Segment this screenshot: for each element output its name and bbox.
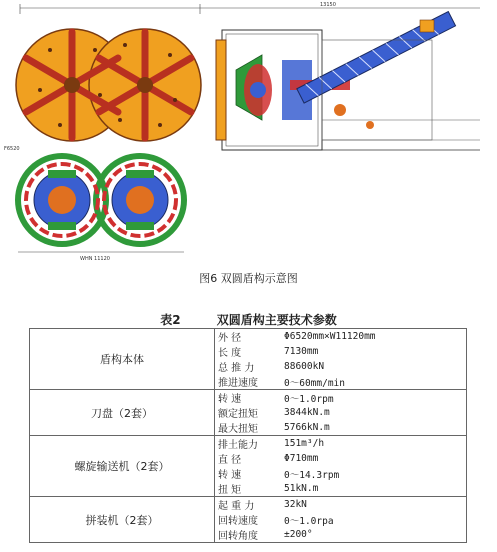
param-value: 7130mm bbox=[281, 344, 467, 359]
param-label: 额定扭矩 bbox=[215, 405, 282, 420]
param-label: 外 径 bbox=[215, 329, 282, 345]
param-value: 88600kN bbox=[281, 359, 467, 374]
group-cell: 盾构本体 bbox=[30, 329, 215, 390]
param-value: Φ710mm bbox=[281, 451, 467, 466]
param-value: 0～1.0rpa bbox=[281, 512, 467, 527]
group-cell: 拼装机（2套） bbox=[30, 497, 215, 543]
param-label: 转 速 bbox=[215, 466, 282, 481]
param-label: 总 推 力 bbox=[215, 359, 282, 374]
param-value: 3844kN.m bbox=[281, 405, 467, 420]
param-value: 151m³/h bbox=[281, 436, 467, 452]
rear-view bbox=[4, 146, 184, 262]
param-value: 5766kN.m bbox=[281, 420, 467, 436]
group-cell: 螺旋输送机（2套） bbox=[30, 436, 215, 497]
table-row bbox=[30, 390, 467, 406]
param-value: 0～1.0rpm bbox=[281, 390, 467, 406]
param-value: 0～14.3rpm bbox=[281, 466, 467, 481]
group-cell: 刀盘（2套） bbox=[30, 390, 215, 436]
table-row bbox=[30, 436, 467, 452]
param-value: 32kN bbox=[281, 497, 467, 513]
spec-table bbox=[29, 328, 467, 543]
rear-dimension-label: WHN 11120 bbox=[80, 256, 110, 262]
param-label: 扭 矩 bbox=[215, 481, 282, 497]
param-label: 排土能力 bbox=[215, 436, 282, 452]
param-label: 推进速度 bbox=[215, 374, 282, 390]
side-view bbox=[200, 2, 480, 150]
table-number: 表2 bbox=[160, 313, 181, 327]
param-value: 0～60mm/min bbox=[281, 374, 467, 390]
overall-length-label: 13150 bbox=[320, 2, 336, 8]
table-row bbox=[30, 497, 467, 513]
table-title bbox=[0, 311, 497, 328]
table-row bbox=[30, 329, 467, 345]
param-label: 起 重 力 bbox=[215, 497, 282, 513]
shield-drawing bbox=[0, 0, 497, 262]
figure-caption: 图6 双圆盾构示意图 bbox=[199, 272, 298, 285]
param-label: 转 速 bbox=[215, 390, 282, 406]
param-label: 直 径 bbox=[215, 451, 282, 466]
table-title-text: 双圆盾构主要技术参数 bbox=[216, 313, 337, 327]
param-value: 51kN.m bbox=[281, 481, 467, 497]
param-label: 回转速度 bbox=[215, 512, 282, 527]
cutter-front-view bbox=[16, 4, 201, 141]
param-label: 回转角度 bbox=[215, 527, 282, 543]
param-value: ±200° bbox=[281, 527, 467, 543]
param-value: Φ6520mm×W11120mm bbox=[281, 329, 467, 345]
param-label: 长 度 bbox=[215, 344, 282, 359]
front-dimension-label: F6520 bbox=[4, 146, 20, 152]
param-label: 最大扭矩 bbox=[215, 420, 282, 436]
